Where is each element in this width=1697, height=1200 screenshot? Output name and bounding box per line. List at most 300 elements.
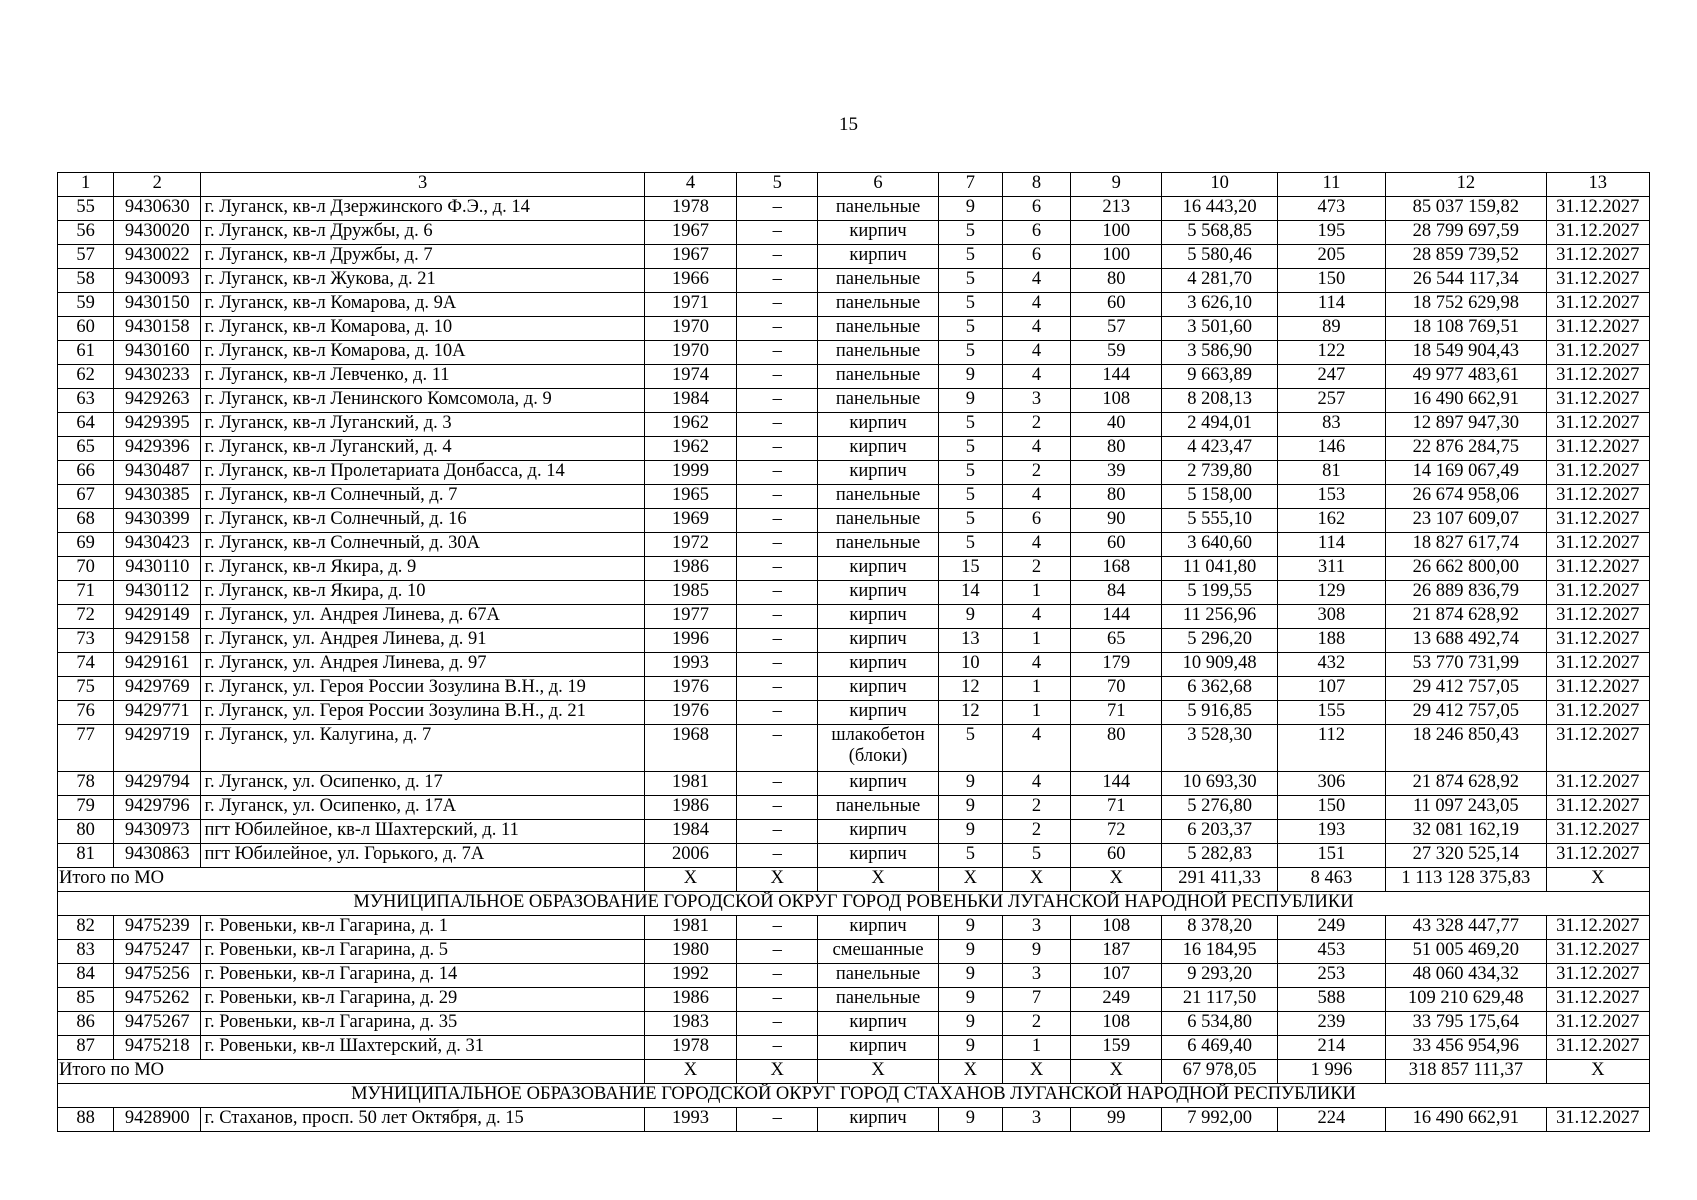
table-cell: кирпич [818, 605, 938, 629]
table-cell: панельные [818, 365, 938, 389]
table-cell: 4 [1002, 317, 1070, 341]
table-cell: 31.12.2027 [1546, 701, 1649, 725]
column-number: 10 [1162, 173, 1277, 197]
table-row [58, 1036, 1650, 1060]
table-cell: 29 412 757,05 [1386, 677, 1547, 701]
table-cell: г. Ровеньки, кв-л Гагарина, д. 5 [201, 940, 644, 964]
table-cell: 1984 [644, 820, 736, 844]
table-cell: г. Луганск, кв-л Жукова, д. 21 [201, 269, 644, 293]
table-cell: 90 [1071, 509, 1162, 533]
table-row [58, 269, 1650, 293]
table-cell: – [737, 581, 818, 605]
table-cell: 6 469,40 [1162, 1036, 1277, 1060]
table-cell: 9 [938, 197, 1002, 221]
table-cell: 1993 [644, 653, 736, 677]
table-cell: 31.12.2027 [1546, 1108, 1649, 1132]
table-cell: 11 097 243,05 [1386, 796, 1547, 820]
table-cell: – [737, 389, 818, 413]
table-cell: г. Луганск, кв-л Якира, д. 9 [201, 557, 644, 581]
table-cell: 31.12.2027 [1546, 557, 1649, 581]
table-cell: панельные [818, 197, 938, 221]
table-cell: 31.12.2027 [1546, 245, 1649, 269]
table-cell: 195 [1277, 221, 1385, 245]
table-cell: – [737, 629, 818, 653]
table-cell: 82 [58, 916, 114, 940]
table-cell: 3 528,30 [1162, 725, 1277, 772]
table-cell: 2 [1002, 413, 1070, 437]
table-cell: 9430110 [114, 557, 201, 581]
table-cell: 31.12.2027 [1546, 341, 1649, 365]
total-cell: 291 411,33 [1162, 868, 1277, 892]
table-cell: 1993 [644, 1108, 736, 1132]
total-cell: X [737, 868, 818, 892]
table-row [58, 197, 1650, 221]
table-cell: 60 [1071, 293, 1162, 317]
table-cell: – [737, 461, 818, 485]
table-cell: г. Луганск, ул. Андрея Линева, д. 67А [201, 605, 644, 629]
table-row [58, 653, 1650, 677]
table-cell: 253 [1277, 964, 1385, 988]
total-cell: X [644, 868, 736, 892]
table-cell: 9 [938, 820, 1002, 844]
table-cell: 5 276,80 [1162, 796, 1277, 820]
table-cell: 9 [938, 988, 1002, 1012]
table-cell: кирпич [818, 916, 938, 940]
total-cell: 8 463 [1277, 868, 1385, 892]
table-row [58, 581, 1650, 605]
table-cell: 9429771 [114, 701, 201, 725]
total-row [58, 1060, 1650, 1084]
table-cell: – [737, 916, 818, 940]
total-cell: X [938, 868, 1002, 892]
table-cell: 3 640,60 [1162, 533, 1277, 557]
table-cell: 146 [1277, 437, 1385, 461]
table-cell: – [737, 725, 818, 772]
table-cell: 1981 [644, 916, 736, 940]
table-cell: 87 [58, 1036, 114, 1060]
table-cell: г. Луганск, кв-л Солнечный, д. 30А [201, 533, 644, 557]
table-cell: пгт Юбилейное, ул. Горького, д. 7А [201, 844, 644, 868]
table-cell: 9428900 [114, 1108, 201, 1132]
table-cell: 5 555,10 [1162, 509, 1277, 533]
table-cell: 257 [1277, 389, 1385, 413]
table-cell: панельные [818, 796, 938, 820]
table-cell: 7 992,00 [1162, 1108, 1277, 1132]
table-cell: 9430022 [114, 245, 201, 269]
table-cell: 67 [58, 485, 114, 509]
table-cell: – [737, 605, 818, 629]
table-row [58, 341, 1650, 365]
table-cell: 18 827 617,74 [1386, 533, 1547, 557]
table-cell: – [737, 844, 818, 868]
table-cell: 18 108 769,51 [1386, 317, 1547, 341]
table-row [58, 964, 1650, 988]
table-cell: 31.12.2027 [1546, 844, 1649, 868]
table-cell: 31.12.2027 [1546, 437, 1649, 461]
table-cell: 16 490 662,91 [1386, 1108, 1547, 1132]
table-cell: 1962 [644, 437, 736, 461]
table-cell: 9 [938, 605, 1002, 629]
table-cell: 72 [58, 605, 114, 629]
table-cell: 5 [938, 509, 1002, 533]
table-cell: 153 [1277, 485, 1385, 509]
table-cell: 1978 [644, 197, 736, 221]
table-cell: – [737, 221, 818, 245]
table-cell: 6 [1002, 245, 1070, 269]
table-cell: 306 [1277, 772, 1385, 796]
table-cell: 1971 [644, 293, 736, 317]
table-cell: 188 [1277, 629, 1385, 653]
table-cell: 1977 [644, 605, 736, 629]
table-cell: 9 [938, 1036, 1002, 1060]
housing-registry-table [57, 172, 1650, 1132]
table-cell: 453 [1277, 940, 1385, 964]
table-cell: 9 [938, 389, 1002, 413]
table-cell: 23 107 609,07 [1386, 509, 1547, 533]
table-cell: 31.12.2027 [1546, 221, 1649, 245]
table-cell: 31.12.2027 [1546, 581, 1649, 605]
table-cell: 2 [1002, 557, 1070, 581]
table-cell: 81 [58, 844, 114, 868]
table-cell: – [737, 365, 818, 389]
table-cell: 432 [1277, 653, 1385, 677]
table-cell: 31.12.2027 [1546, 725, 1649, 772]
table-cell: 4 281,70 [1162, 269, 1277, 293]
section-row [58, 1084, 1650, 1108]
table-cell: 249 [1277, 916, 1385, 940]
table-cell: – [737, 269, 818, 293]
table-cell: кирпич [818, 437, 938, 461]
table-cell: 83 [58, 940, 114, 964]
table-cell: 1996 [644, 629, 736, 653]
table-cell: – [737, 772, 818, 796]
table-cell: 5 [938, 413, 1002, 437]
table-cell: 65 [58, 437, 114, 461]
table-cell: – [737, 701, 818, 725]
table-cell: – [737, 437, 818, 461]
table-cell: 26 674 958,06 [1386, 485, 1547, 509]
table-cell: 4 [1002, 653, 1070, 677]
total-cell: 1 996 [1277, 1060, 1385, 1084]
table-cell: панельные [818, 341, 938, 365]
table-cell: 9429794 [114, 772, 201, 796]
column-number: 6 [818, 173, 938, 197]
table-cell: 187 [1071, 940, 1162, 964]
table-cell: панельные [818, 269, 938, 293]
table-cell: г. Ровеньки, кв-л Гагарина, д. 29 [201, 988, 644, 1012]
table-cell: 9429161 [114, 653, 201, 677]
table-cell: 5 [938, 341, 1002, 365]
table-cell: 57 [58, 245, 114, 269]
table-cell: 70 [58, 557, 114, 581]
table-cell: – [737, 1036, 818, 1060]
table-cell: 168 [1071, 557, 1162, 581]
total-cell: X [737, 1060, 818, 1084]
table-cell: 1992 [644, 964, 736, 988]
table-cell: 75 [58, 677, 114, 701]
table-cell: г. Ровеньки, кв-л Гагарина, д. 35 [201, 1012, 644, 1036]
table-cell: 71 [1071, 701, 1162, 725]
total-row [58, 868, 1650, 892]
table-cell: 80 [1071, 269, 1162, 293]
table-cell: г. Луганск, ул. Осипенко, д. 17 [201, 772, 644, 796]
table-cell: 214 [1277, 1036, 1385, 1060]
table-cell: 3 [1002, 916, 1070, 940]
table-cell: 79 [58, 796, 114, 820]
table-cell: 1974 [644, 365, 736, 389]
table-cell: 9430112 [114, 581, 201, 605]
table-row [58, 796, 1650, 820]
table-cell: 2 [1002, 796, 1070, 820]
table-cell: 18 549 904,43 [1386, 341, 1547, 365]
table-cell: г. Луганск, кв-л Левченко, д. 11 [201, 365, 644, 389]
table-cell: 28 799 697,59 [1386, 221, 1547, 245]
table-cell: 2 [1002, 461, 1070, 485]
table-cell: панельные [818, 389, 938, 413]
table-cell: 2 739,80 [1162, 461, 1277, 485]
table-cell: 18 752 629,98 [1386, 293, 1547, 317]
table-cell: г. Стаханов, просп. 50 лет Октября, д. 15 [201, 1108, 644, 1132]
table-cell: 26 544 117,34 [1386, 269, 1547, 293]
total-cell: X [818, 1060, 938, 1084]
table-cell: 60 [1071, 844, 1162, 868]
table-row [58, 725, 1650, 772]
table-cell: 59 [58, 293, 114, 317]
table-cell: 1984 [644, 389, 736, 413]
table-cell: 1965 [644, 485, 736, 509]
table-cell: 5 [938, 317, 1002, 341]
table-cell: 9 [938, 365, 1002, 389]
table-cell: – [737, 413, 818, 437]
table-cell: 49 977 483,61 [1386, 365, 1547, 389]
table-row [58, 1012, 1650, 1036]
table-cell: 86 [58, 1012, 114, 1036]
section-row [58, 892, 1650, 916]
column-number: 2 [114, 173, 201, 197]
table-cell: 5 [938, 485, 1002, 509]
table-cell: 27 320 525,14 [1386, 844, 1547, 868]
table-cell: 83 [1277, 413, 1385, 437]
table-cell: г. Луганск, ул. Андрея Линева, д. 97 [201, 653, 644, 677]
table-cell: 9429796 [114, 796, 201, 820]
table-cell: 31.12.2027 [1546, 988, 1649, 1012]
table-cell: г. Луганск, кв-л Пролетариата Донбасса, д. 14 [201, 461, 644, 485]
column-number: 1 [58, 173, 114, 197]
table-cell: 1976 [644, 701, 736, 725]
table-cell: 31.12.2027 [1546, 485, 1649, 509]
table-cell: 21 874 628,92 [1386, 772, 1547, 796]
table-cell: – [737, 940, 818, 964]
table-cell: 9429719 [114, 725, 201, 772]
table-cell: г. Луганск, кв-л Комарова, д. 9А [201, 293, 644, 317]
table-cell: 122 [1277, 341, 1385, 365]
table-cell: 5 [938, 245, 1002, 269]
table-cell: 43 328 447,77 [1386, 916, 1547, 940]
table-cell: 9430487 [114, 461, 201, 485]
table-cell: – [737, 988, 818, 1012]
table-cell: 9430020 [114, 221, 201, 245]
table-cell: 9 [938, 1108, 1002, 1132]
table-cell: 84 [58, 964, 114, 988]
table-cell: 4 [1002, 605, 1070, 629]
column-number: 4 [644, 173, 736, 197]
table-row [58, 1108, 1650, 1132]
table-cell: пгт Юбилейное, кв-л Шахтерский, д. 11 [201, 820, 644, 844]
table-cell: 31.12.2027 [1546, 365, 1649, 389]
table-cell: 6 203,37 [1162, 820, 1277, 844]
table-cell: 89 [1277, 317, 1385, 341]
table-cell: 3 501,60 [1162, 317, 1277, 341]
table-row [58, 461, 1650, 485]
total-cell: 67 978,05 [1162, 1060, 1277, 1084]
table-cell: кирпич [818, 1012, 938, 1036]
table-row [58, 701, 1650, 725]
table-cell: 9429396 [114, 437, 201, 461]
table-cell: 85 037 159,82 [1386, 197, 1547, 221]
table-cell: 29 412 757,05 [1386, 701, 1547, 725]
table-cell: 3 [1002, 964, 1070, 988]
table-cell: 205 [1277, 245, 1385, 269]
table-cell: 9430973 [114, 820, 201, 844]
table-cell: г. Луганск, кв-л Луганский, д. 4 [201, 437, 644, 461]
total-cell: X [818, 868, 938, 892]
table-row [58, 605, 1650, 629]
table-cell: 6 534,80 [1162, 1012, 1277, 1036]
table-cell: 473 [1277, 197, 1385, 221]
table-cell: кирпич [818, 413, 938, 437]
column-number-row [58, 173, 1650, 197]
table-cell: г. Луганск, кв-л Ленинского Комсомола, д. 9 [201, 389, 644, 413]
table-cell: г. Луганск, кв-л Луганский, д. 3 [201, 413, 644, 437]
table-cell: 68 [58, 509, 114, 533]
table-cell: 9475262 [114, 988, 201, 1012]
table-cell: 53 770 731,99 [1386, 653, 1547, 677]
table-cell: кирпич [818, 653, 938, 677]
municipality-heading: МУНИЦИПАЛЬНОЕ ОБРАЗОВАНИЕ ГОРОДСКОЙ ОКРУГ ГОРОД СТАХАНОВ ЛУГАНСКОЙ НАРОДНОЙ РЕСПУБЛИКИ [58, 1084, 1650, 1108]
table-cell: г. Луганск, кв-л Якира, д. 10 [201, 581, 644, 605]
table-cell: – [737, 509, 818, 533]
table-cell: 31.12.2027 [1546, 413, 1649, 437]
table-cell: 4 [1002, 485, 1070, 509]
table-cell: 1970 [644, 341, 736, 365]
table-cell: 5 296,20 [1162, 629, 1277, 653]
table-cell: 5 568,85 [1162, 221, 1277, 245]
table-cell: 65 [1071, 629, 1162, 653]
table-cell: 9429395 [114, 413, 201, 437]
table-cell: 108 [1071, 1012, 1162, 1036]
table-cell: 81 [1277, 461, 1385, 485]
table-cell: 1986 [644, 557, 736, 581]
table-cell: панельные [818, 964, 938, 988]
table-cell: 31.12.2027 [1546, 389, 1649, 413]
table-cell: 2 [1002, 820, 1070, 844]
table-row [58, 437, 1650, 461]
table-cell: 1999 [644, 461, 736, 485]
table-cell: г. Луганск, кв-л Дружбы, д. 6 [201, 221, 644, 245]
table-cell: 31.12.2027 [1546, 964, 1649, 988]
table-cell: 112 [1277, 725, 1385, 772]
table-cell: 5 580,46 [1162, 245, 1277, 269]
table-cell: 144 [1071, 605, 1162, 629]
table-cell: 9429263 [114, 389, 201, 413]
total-cell: 1 113 128 375,83 [1386, 868, 1547, 892]
table-cell: – [737, 653, 818, 677]
table-cell: кирпич [818, 629, 938, 653]
table-cell: 2006 [644, 844, 736, 868]
table-cell: кирпич [818, 701, 938, 725]
table-cell: 1 [1002, 629, 1070, 653]
table-cell: 26 889 836,79 [1386, 581, 1547, 605]
table-cell: 21 117,50 [1162, 988, 1277, 1012]
table-cell: 151 [1277, 844, 1385, 868]
column-number: 11 [1277, 173, 1385, 197]
table-cell: 6 [1002, 221, 1070, 245]
table-cell: – [737, 293, 818, 317]
table-cell: 114 [1277, 293, 1385, 317]
table-cell: 1981 [644, 772, 736, 796]
table-cell: 21 874 628,92 [1386, 605, 1547, 629]
table-cell: г. Луганск, ул. Героя России Зозулина В.Н., д. 21 [201, 701, 644, 725]
table-cell: – [737, 796, 818, 820]
table-cell: – [737, 557, 818, 581]
table-cell: 31.12.2027 [1546, 916, 1649, 940]
table-cell: 3 626,10 [1162, 293, 1277, 317]
table-cell: 12 897 947,30 [1386, 413, 1547, 437]
table-cell: – [737, 677, 818, 701]
table-cell: 60 [58, 317, 114, 341]
table-cell: 9475267 [114, 1012, 201, 1036]
table-cell: 8 378,20 [1162, 916, 1277, 940]
table-cell: 80 [1071, 437, 1162, 461]
table-row [58, 533, 1650, 557]
table-cell: 5 [938, 269, 1002, 293]
table-cell: 15 [938, 557, 1002, 581]
table-cell: 9430399 [114, 509, 201, 533]
table-cell: кирпич [818, 1036, 938, 1060]
table-cell: 16 184,95 [1162, 940, 1277, 964]
table-cell: 5 282,83 [1162, 844, 1277, 868]
table-cell: – [737, 317, 818, 341]
table-cell: 61 [58, 341, 114, 365]
table-cell: панельные [818, 509, 938, 533]
table-cell: 33 456 954,96 [1386, 1036, 1547, 1060]
table-cell: 39 [1071, 461, 1162, 485]
table-cell: 249 [1071, 988, 1162, 1012]
table-cell: 1 [1002, 1036, 1070, 1060]
table-cell: – [737, 341, 818, 365]
table-cell: 18 246 850,43 [1386, 725, 1547, 772]
table-cell: 1972 [644, 533, 736, 557]
table-cell: 66 [58, 461, 114, 485]
table-cell: 64 [58, 413, 114, 437]
table-cell: 4 [1002, 437, 1070, 461]
table-cell: 69 [58, 533, 114, 557]
table-cell: 6 [1002, 509, 1070, 533]
table-cell: 14 169 067,49 [1386, 461, 1547, 485]
table-cell: 1968 [644, 725, 736, 772]
table-cell: 56 [58, 221, 114, 245]
total-label: Итого по МО [58, 868, 645, 892]
table-cell: 3 586,90 [1162, 341, 1277, 365]
table-cell: 1976 [644, 677, 736, 701]
table-cell: 84 [1071, 581, 1162, 605]
table-cell: 10 [938, 653, 1002, 677]
table-cell: 4 [1002, 365, 1070, 389]
table-cell: 31.12.2027 [1546, 197, 1649, 221]
table-cell: – [737, 197, 818, 221]
table-cell: 9429149 [114, 605, 201, 629]
table-cell: 70 [1071, 677, 1162, 701]
